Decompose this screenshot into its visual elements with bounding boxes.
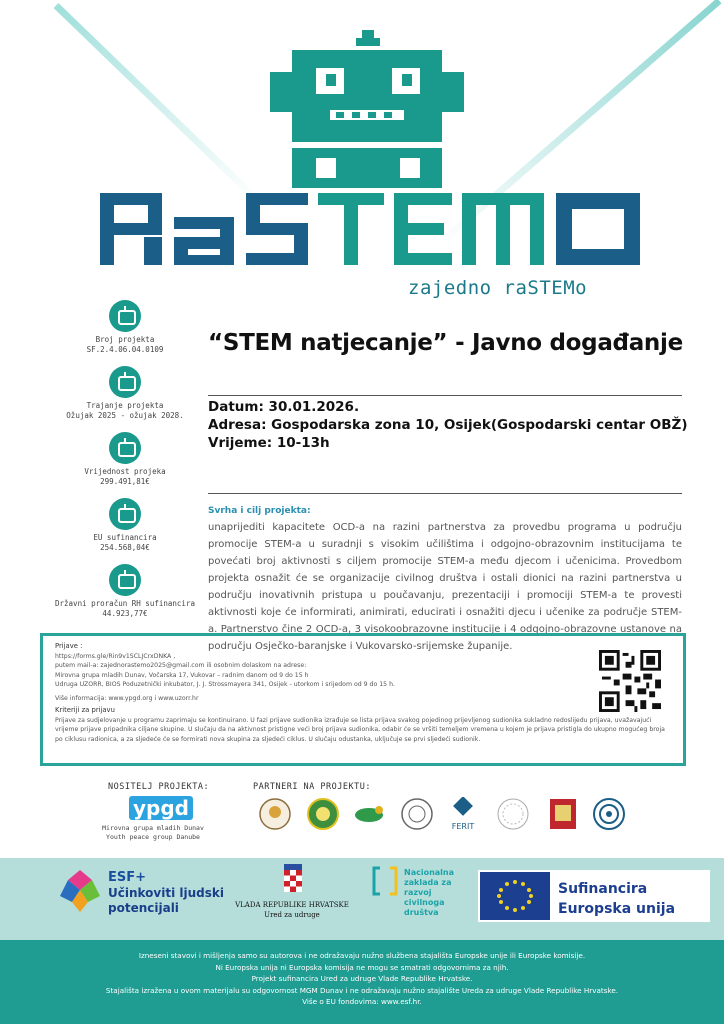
croatian-coat-of-arms-icon bbox=[282, 864, 304, 898]
partner-logo-ferit bbox=[446, 797, 480, 831]
fact-state-cofinancing: Državni proračun RH sufinancira 44.923,77€ bbox=[40, 564, 210, 619]
fact-eu-cofinancing: EU sufinancira 254.568,04€ bbox=[40, 498, 210, 553]
nzrcd-label: Nacionalna zaklada za razvoj civilnoga društva bbox=[404, 868, 455, 917]
partner-logo-4 bbox=[400, 797, 434, 831]
application-address-2: Udruga UZORR, BIOS Poduzetnički inkubator, J. J. Strossmayera 341, Osijek - utorkom i srijedom od 9 do 15 h. bbox=[55, 681, 395, 688]
fact-project-duration: Trajanje projekta Ožujak 2025 - ožujak 2028. bbox=[40, 366, 210, 421]
application-form-link[interactable]: https://forms.gle/Rin9v1SCLJCrxDNKA , bbox=[55, 652, 176, 660]
criteria-text: Prijave za sudjelovanje u programu zaprimaju se kontinuirano. U fazi prijave sudionika izrađuje se lista prijava svakog pojedinog prijevljenog sudionika sukladno redoslijedu prijava, uvažavajući vrijeme prijave pripadnika ciljane skupine. U slučaju da na aktivnost pristigne veći broj prijava sudionika, odabir će se vršiti temeljem vremena u kojem je prijava pristigla do ukupno mogućeg broja po ciklusu radionica, a za sljedeće će se formirati nova skupina za sljedeći ciklus. U slučaju odustanka, uključuje se prvi sljedeći sudionik. bbox=[55, 716, 665, 743]
fact-project-value: Vrijednost projeka 299.491,81€ bbox=[40, 432, 210, 487]
robot-icon bbox=[109, 366, 141, 398]
esf-logo-icon bbox=[60, 870, 100, 912]
partner-logo-7 bbox=[546, 797, 580, 831]
application-box bbox=[40, 633, 686, 766]
application-label: Prijave : bbox=[55, 642, 83, 650]
event-details bbox=[208, 398, 688, 452]
event-address: Adresa: Gospodarska zona 10, Osijek(Gospodarski centar OBŽ) bbox=[208, 417, 688, 433]
esf-program-name: Učinkoviti ljudski potencijali bbox=[108, 886, 224, 915]
partner-logo-3 bbox=[352, 797, 386, 831]
purpose-heading: Svrha i cilj projekta: bbox=[208, 506, 311, 516]
holder-label: NOSITELJ PROJEKTA: bbox=[108, 782, 210, 792]
footer-disclaimer: Izneseni stavovi i mišljenja samo su autorova i ne odražavaju nužno službena stajališta Europske unije ili Europske komisije. Ni Europska unija ni Europska komisija ne mogu se smatrati odgovornima za njih. Projekt sufinancira Ured za udruge Vlade Republike Hrvatske. Stajališta izražena u ovom materijalu su odgovornost MGM Dunav i ne odražavaju nužno stajalište Ureda za udruge Vlade Republike Hrvatske. Više o EU fondovima: www.esf.hr. bbox=[0, 940, 724, 1024]
partner-logo-8 bbox=[592, 797, 626, 831]
nzrcd-bracket-icon bbox=[372, 866, 398, 896]
event-date: Datum: 30.01.2026. bbox=[208, 399, 360, 415]
application-address-1: Mirovna grupa mladih Dunav, Vočarska 17, Vukovar – radnim danom od 9 do 15 h bbox=[55, 671, 309, 679]
event-title: “STEM natjecanje” - Javno događanje bbox=[208, 330, 683, 356]
purpose-text: unaprijediti kapacitete OCD-a na razini partnerstva za provedbu programa u području promocije STEM-a u suradnji s visokim učilištima i odgojno-obrazovnim institucijama te povećati broj aktivnosti s ciljem promocije STEM-a među djecom i učenicima. Provedbom projekta osnažit će se organizacije civilnog društva i ostali dionici na razini partnerstva u području inovativnih pristupa u poučavanju, prezentaciji i promociji STEM-a te provesti aktivnosti koje će informirati, animirati, educirati i osnažiti djecu i učenike za područje STEM-a. Partnerstvo čine 2 OCD-a, 3 visokoobrazovne institucije i 4 odgojno-obrazovne ustanove na području Osječko-baranjske i Vukovarsko-srijemske županije. bbox=[208, 522, 682, 652]
partner-logo-2 bbox=[306, 797, 340, 831]
event-time: Vrijeme: 10-13h bbox=[208, 435, 330, 451]
application-email[interactable]: putem mail-a: zajednorastemo2025@gmail.com ili osobnim dolaskom na adrese: bbox=[55, 662, 307, 669]
government-office-label: VLADA REPUBLIKE HRVATSKE Ured za udruge bbox=[235, 901, 349, 919]
robot-icon bbox=[109, 432, 141, 464]
partner-logo-6 bbox=[496, 797, 530, 831]
esf-plus-label: ESF+ bbox=[108, 870, 147, 885]
divider-bottom bbox=[208, 493, 682, 494]
partner-logo-1 bbox=[258, 797, 292, 831]
robot-icon bbox=[109, 564, 141, 596]
eu-cofinanced-label: Sufinancira Europska unija bbox=[558, 881, 676, 917]
fact-project-number: Broj projekta SF.2.4.06.04.0109 bbox=[40, 300, 210, 355]
svg-text:FERIT: FERIT bbox=[451, 822, 475, 831]
qr-code[interactable] bbox=[599, 650, 661, 712]
divider-top bbox=[208, 395, 682, 396]
robot-icon bbox=[109, 300, 141, 332]
tagline: zajedno raSTEMo bbox=[408, 277, 588, 299]
ypgd-logo: ypgd bbox=[129, 796, 193, 820]
robot-icon bbox=[109, 498, 141, 530]
eu-flag-icon bbox=[480, 872, 550, 920]
rastemo-wordmark bbox=[100, 193, 640, 265]
holder-name: Mirovna grupa mladih Dunav Youth peace group Danube bbox=[102, 824, 204, 841]
more-info-links[interactable]: Više informacija: www.ypgd.org i www.uzorr.hr bbox=[55, 694, 199, 702]
criteria-heading: Kriteriji za prijavu bbox=[55, 706, 115, 714]
partners-label: PARTNERI NA PROJEKTU: bbox=[253, 782, 371, 792]
